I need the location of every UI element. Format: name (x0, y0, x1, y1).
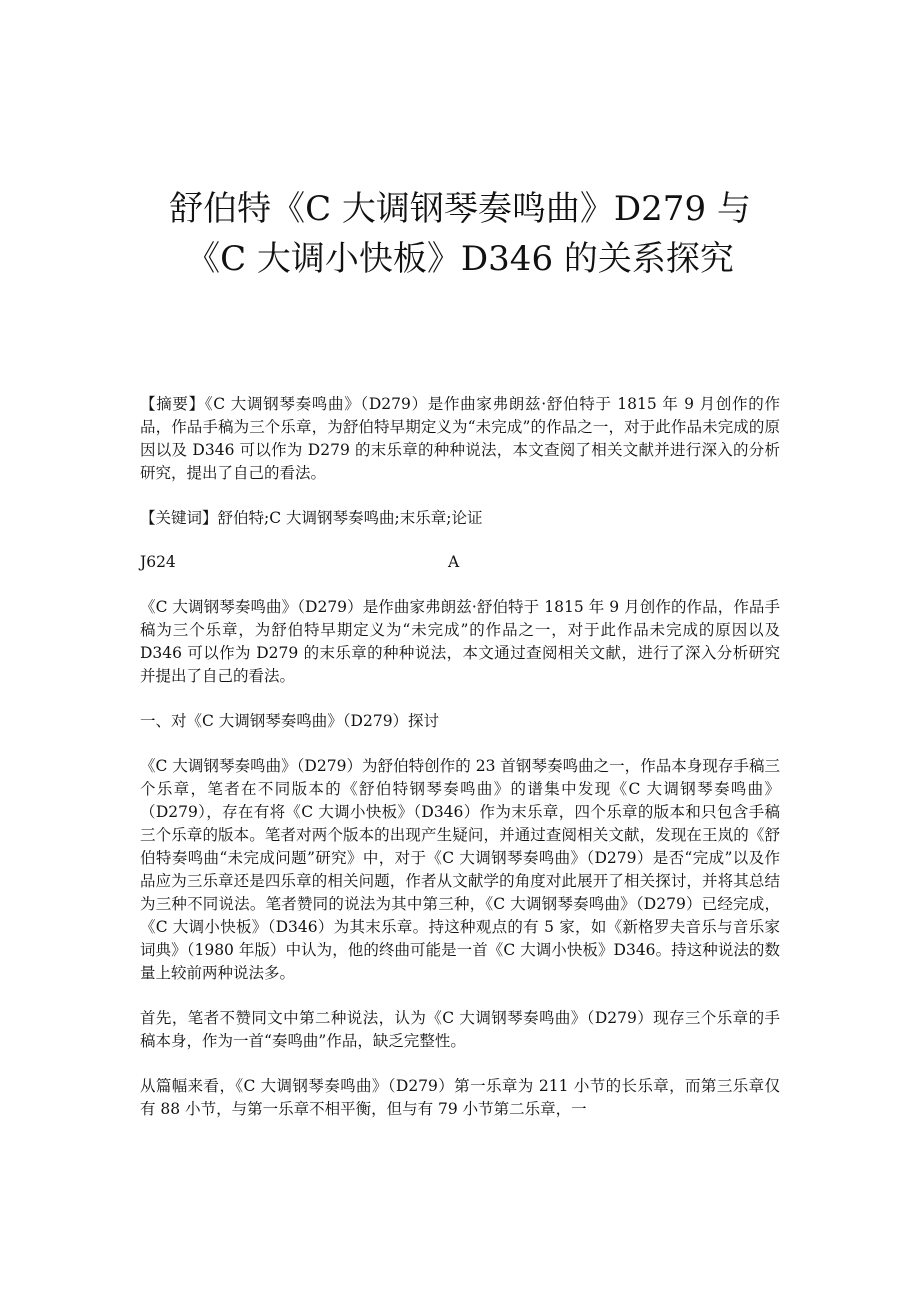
classification-row (140, 551, 780, 574)
title-line-2: 《C 大调小快板》D346 的关系探究 (186, 239, 734, 279)
intro-paragraph: 《C 大调钢琴奏鸣曲》（D279）是作曲家弗朗兹·舒伯特于 1815 年 9 月创作的作品，作品手稿为三个乐章，为舒伯特早期定义为“未完成”的作品之一，对于此作品未完成的原因以及 D346 可以作为 D279 的末乐章的种种说法，本文通过查阅相关文献，进行了深入分析研究并提出了自己的看法。 (140, 598, 780, 685)
clc-number: J624 (140, 553, 176, 571)
abstract-paragraph: 【摘要】《C 大调钢琴奏鸣曲》（D279）是作曲家弗朗兹·舒伯特于 1815 年 9 月创作的作品，作品手稿为三个乐章，为舒伯特早期定义为“未完成”的作品之一，对于此作品未完成的原因以及 D346 可以作为 D279 的末乐章的种种说法，本文查阅了相关文献并进行深入的分析研究，提出了自己的看法。 (140, 395, 780, 482)
body-paragraph-1: 《C 大调钢琴奏鸣曲》（D279）为舒伯特创作的 23 首钢琴奏鸣曲之一，作品本身现存手稿三个乐章，笔者在不同版本的《舒伯特钢琴奏鸣曲》的谱集中发现《C 大调钢琴奏鸣曲》（D279），存在有将《C 大调小快板》（D346）作为末乐章，四个乐章的版本和只包含手稿三个乐章的版本。笔者对两个版本的出现产生疑问，并通过查阅相关文献，发现在王岚的《舒伯特奏鸣曲“未完成问题”研究》中，对于《C 大调钢琴奏鸣曲》（D279）是否“完成”以及作品应为三乐章还是四乐章的相关问题，作者从文献学的角度对此展开了相关探讨，并将其总结为三种不同说法。笔者赞同的说法为其中第三种，《C 大调钢琴奏鸣曲》（D279）已经完成，《C 大调小快板》（D346）为其末乐章。持这种观点的有 5 家，如《新格罗夫音乐与音乐家词典》（1980 年版）中认为，他的终曲可能是一首《C 大调小快板》D346。持这种说法的数量上较前两种说法多。 (140, 757, 780, 982)
title-line-1: 舒伯特《C 大调钢琴奏鸣曲》D279 与 (169, 189, 751, 229)
section-heading: 一、对《C 大调钢琴奏鸣曲》（D279）探讨 (140, 712, 440, 730)
keywords-paragraph: 【关键词】舒伯特;C 大调钢琴奏鸣曲;末乐章;论证 (140, 509, 483, 527)
body-paragraph-2: 首先，笔者不赞同文中第二种说法，认为《C 大调钢琴奏鸣曲》（D279）现存三个乐章的手稿本身，作为一首“奏鸣曲”作品，缺乏完整性。 (140, 1009, 780, 1050)
document-title (100, 184, 820, 284)
document-code: A (448, 553, 460, 571)
document-body (140, 393, 780, 1143)
body-paragraph-3: 从篇幅来看，《C 大调钢琴奏鸣曲》（D279）第一乐章为 211 小节的长乐章，而第三乐章仅有 88 小节，与第一乐章不相平衡，但与有 79 小节第二乐章，一 (140, 1077, 780, 1118)
